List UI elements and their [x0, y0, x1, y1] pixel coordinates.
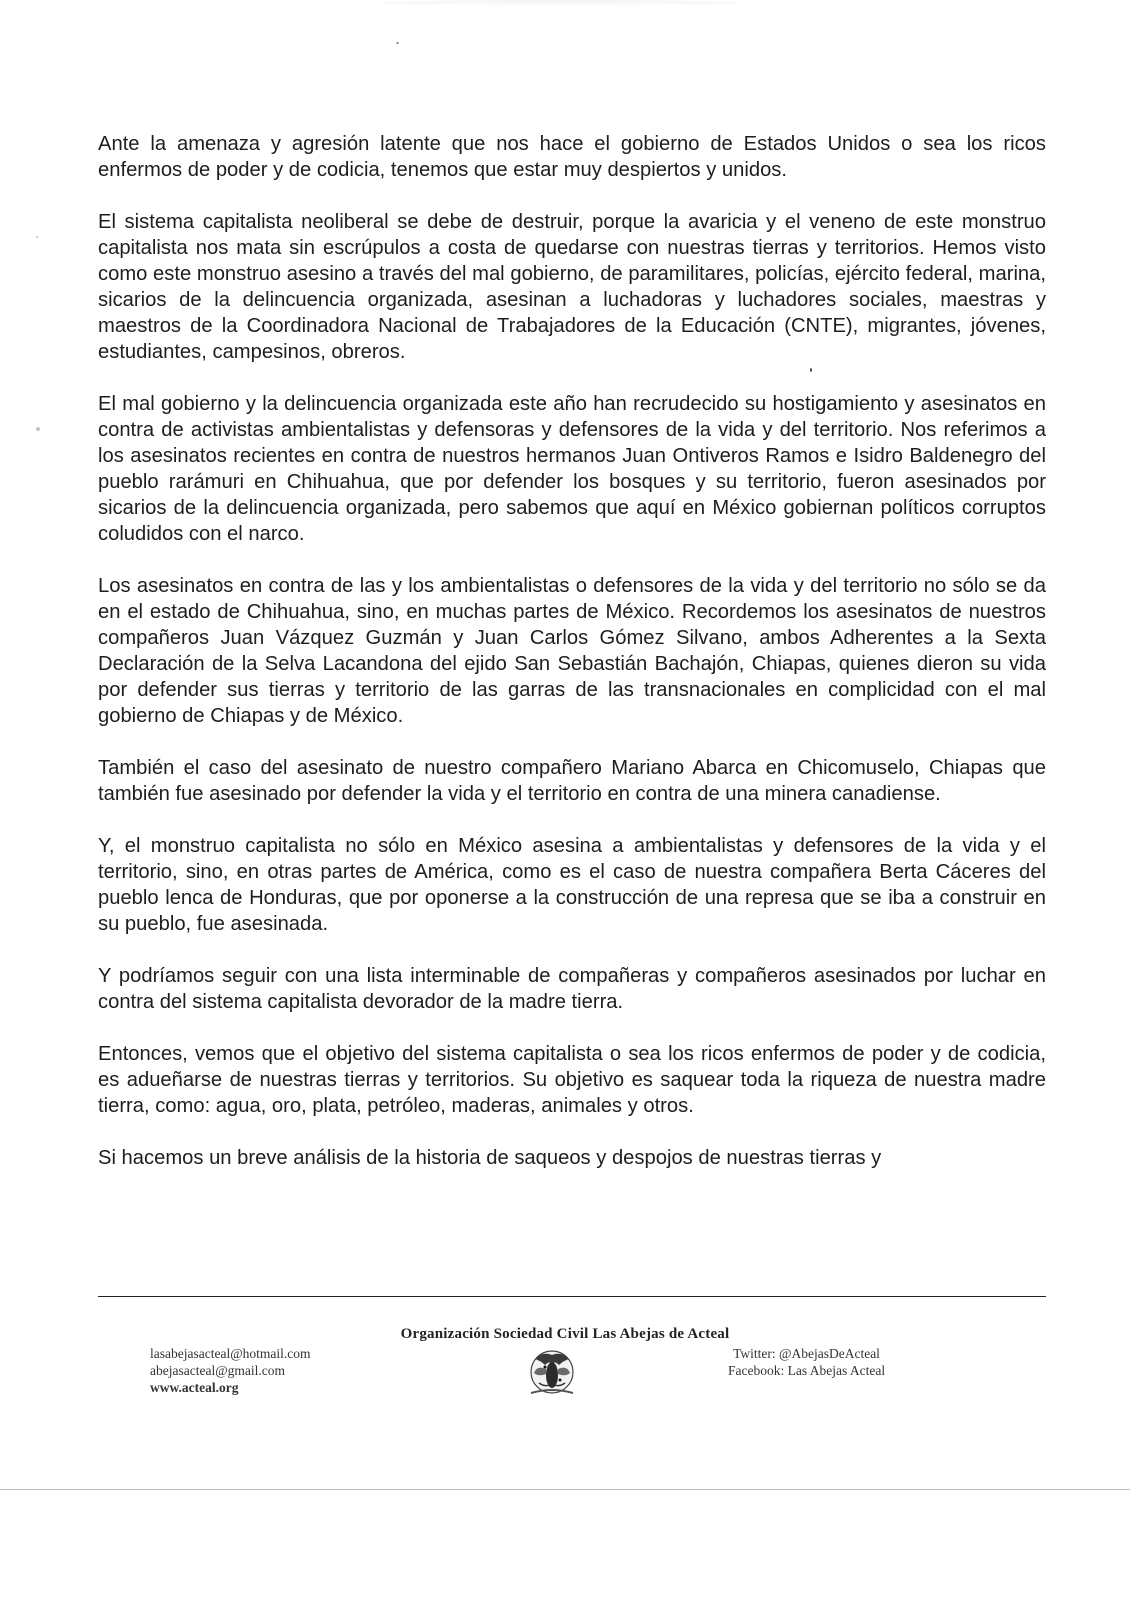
contact-emails	[150, 1345, 311, 1396]
footer-divider	[98, 1296, 1046, 1297]
email-gmail: abejasacteal@gmail.com	[150, 1363, 285, 1378]
scan-speck	[396, 42, 399, 44]
website: www.acteal.org	[150, 1380, 239, 1395]
facebook-page: Facebook: Las Abejas Acteal	[728, 1363, 886, 1378]
email-hotmail: lasabejasacteal@hotmail.com	[150, 1346, 311, 1361]
paragraph: Los asesinatos en contra de las y los ambientalistas o defensores de la vida y del territorio no sólo se da en el estado de Chihuahua, sino, en muchas partes de México. Recordemos los asesinatos de nuestros compañeros Juan Vázquez Guzmán y Juan Carlos Gómez Silvano, ambos Adherentes a la Sexta Declaración de la Selva Lacandona del ejido San Sebastián Bachajón, Chiapas, quienes dieron su vida por defender sus tierras y territorio de las garras de las transnacionales en complicidad con el mal gobierno de Chiapas y de México.	[98, 575, 1046, 727]
paragraph: Si hacemos un breve análisis de la historia de saqueos y despojos de nuestras tierras y	[98, 1147, 882, 1169]
paragraph: Ante la amenaza y agresión latente que nos hace el gobierno de Estados Unidos o sea los ricos enfermos de poder y de codicia, tenemos que estar muy despiertos y unidos.	[98, 133, 1046, 181]
scan-shadow	[380, 0, 740, 6]
organization-name: Organización Sociedad Civil Las Abejas de Acteal	[400, 1326, 730, 1342]
paragraph: También el caso del asesinato de nuestro compañero Mariano Abarca en Chicomuselo, Chiapas que también fue asesinado por defender la vida y el territorio en contra de una minera canadiense.	[98, 757, 1046, 805]
scan-speck	[36, 427, 40, 431]
scan-speck	[36, 236, 38, 238]
abejas-logo-icon	[525, 1347, 579, 1399]
twitter-handle: Twitter: @AbejasDeActeal	[733, 1346, 880, 1361]
letterhead-footer	[0, 1320, 1130, 1400]
paragraph: El mal gobierno y la delincuencia organizada este año han recrudecido su hostigamiento y asesinatos en contra de activistas ambientalistas y defensoras y defensores de la vida y del territorio. Nos referimos a los asesinatos recientes en contra de nuestros hermanos Juan Ontiveros Ramos e Isidro Baldenegro del pueblo rarámuri en Chihuahua, que por defender los bosques y su territorio, fueron asesinados por sicarios de la delincuencia organizada, pero sabemos que aquí en México gobiernan políticos corruptos coludidos con el narco.	[98, 393, 1046, 545]
scan-page-edge	[0, 1489, 1130, 1490]
paragraph: Y, el monstruo capitalista no sólo en México asesina a ambientalistas y defensores de la vida y el territorio, sino, en otras partes de América, como es el caso de nuestra compañera Berta Cáceres del pueblo lenca de Honduras, que por oponerse a la construcción de una represa que se iba a construir en su pueblo, fue asesinada.	[98, 835, 1046, 935]
letter-body	[98, 131, 1046, 1197]
paragraph: El sistema capitalista neoliberal se debe de destruir, porque la avaricia y el veneno de este monstruo capitalista nos mata sin escrúpulos a costa de quedarse con nuestras tierras y territorios. Hemos visto como este monstruo asesino a través del mal gobierno, de paramilitares, policías, ejército federal, marina, sicarios de la delincuencia organizada, asesinan a luchadoras y luchadores sociales, maestras y maestros de la Coordinadora Nacional de Trabajadores de la Educación (CNTE), migrantes, jóvenes, estudiantes, campesinos, obreros.	[98, 211, 1046, 363]
paragraph: Y podríamos seguir con una lista interminable de compañeras y compañeros asesinados por luchar en contra del sistema capitalista devorador de la madre tierra.	[98, 965, 1046, 1013]
social-links	[728, 1345, 885, 1379]
paragraph: Entonces, vemos que el objetivo del sistema capitalista o sea los ricos enfermos de poder y de codicia, es adueñarse de nuestras tierras y territorios. Su objetivo es saquear toda la riqueza de nuestra madre tierra, como: agua, oro, plata, petróleo, maderas, animales y otros.	[98, 1043, 1046, 1117]
